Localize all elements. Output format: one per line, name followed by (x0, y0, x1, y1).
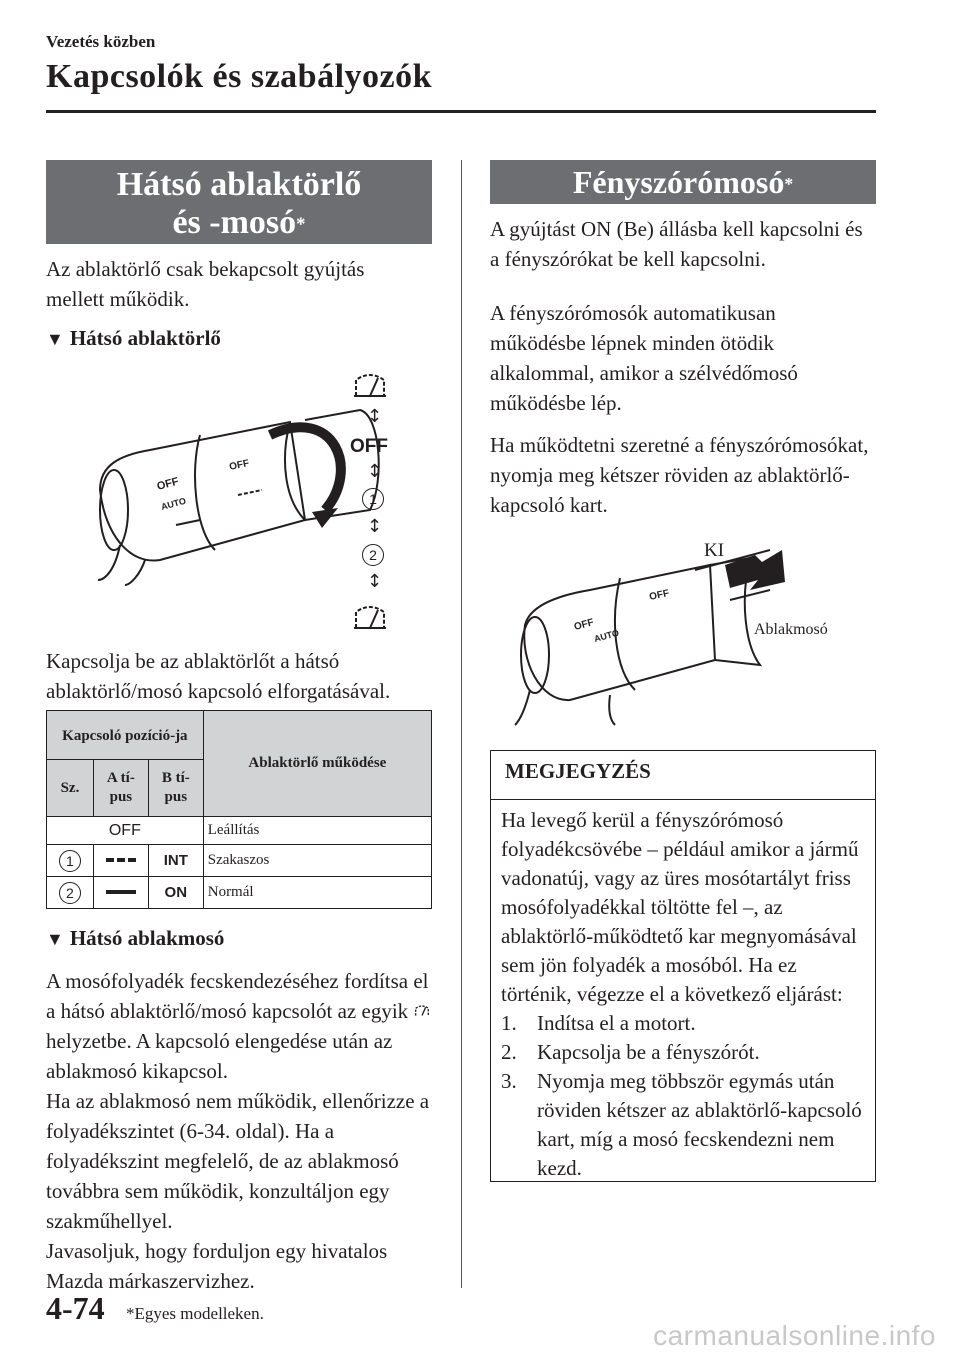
rear-wiper-instruction: Kapcsolja be az ablaktörlőt a hátsó ablaktörlő/mosó kapcsoló elforgatásával. (46, 649, 391, 703)
rear-washer-text (46, 966, 438, 1296)
table-row (47, 877, 432, 909)
table-cell-b (148, 845, 203, 877)
list-item (501, 1038, 863, 1067)
washer-label: Ablakmosó (754, 621, 828, 638)
wiper-position-column (340, 366, 410, 636)
list-text: Nyomja meg többször egymás után röviden kétszer az ablaktörlő-kapcsoló kart, míg a mosó fecskendezni nem kezd. (537, 1069, 862, 1180)
list-number: 2. (501, 1040, 517, 1064)
table-cell-op: Normál (203, 877, 431, 909)
arrow-icon: ↕ (367, 516, 383, 537)
svg-text:OFF: OFF (228, 458, 251, 473)
list-text: Indítsa el a motort. (537, 1011, 696, 1035)
position-1-label (362, 488, 384, 510)
table-cell-off (47, 817, 204, 845)
table-row (47, 817, 432, 845)
headlight-washer-title: Fényszórómosó (572, 164, 785, 200)
ki-label: KI (704, 540, 725, 561)
headlight-para-3: Ha működtetni szeretné a fényszórómosókat, nyomja meg kétszer röviden az ablaktörlő-kapcsoló kart. (490, 433, 869, 517)
list-number: 3. (501, 1069, 517, 1093)
washer-text-3: Javasoljuk, hogy forduljon egy hivatalos Mazda márkaszervizhez. (46, 1239, 388, 1293)
int-badge: INT (163, 851, 188, 869)
table-cell-op: Leállítás (203, 817, 431, 845)
off-position-label: OFF (350, 436, 388, 457)
note-text: Ha levegő kerül a fényszórómosó folyadékcsövébe – például amikor a jármű vadonatúj, vagy az üres mosótartályt friss mosófolyadékkal töltötte fel –, az ablaktörlő-működtető kar megnyomásával sem jön folyadék a mosóból. Ha ez történik, végezze el a következő eljárást: (501, 808, 859, 1006)
arrow-icon: ↕ (367, 406, 383, 427)
position-2-label (362, 544, 384, 566)
chapter-title: Kapcsolók és szabályozók (46, 58, 433, 95)
normal-symbol-icon (93, 877, 148, 909)
table-cell-op: Szakaszos (203, 845, 431, 877)
table-header-operation: Ablaktörlő működése (203, 711, 431, 817)
column-divider (461, 160, 462, 1288)
arrow-icon: ↕ (367, 461, 383, 482)
intermittent-symbol-icon (93, 845, 148, 877)
list-text: Kapcsolja be a fényszórót. (537, 1040, 760, 1064)
washer-symbol-icon (350, 598, 390, 638)
table-header-b: B tí-pus (148, 760, 203, 817)
washer-text-2: Ha az ablakmosó nem működik, ellenőrizze a folyadékszintet (6-34. oldal). Ha a folyadékszint megfelelő, de az ablakmosó továbbra sem működik, konzultáljon egy szakműhellyel. (46, 1089, 430, 1233)
banner-star: * (296, 214, 306, 235)
watermark: carmanualsonline.info (653, 1320, 936, 1351)
note-body (491, 800, 875, 1183)
arrow-icon: ↕ (367, 571, 383, 592)
table-header-position: Kapcsoló pozíció-ja (47, 711, 204, 760)
svg-text:OFF: OFF (155, 475, 181, 493)
headlight-para-1: A gyújtást ON (Be) állásba kell kapcsolni és a fényszórókat be kell kapcsolni. (490, 217, 863, 271)
table-cell-sz (47, 845, 94, 877)
rear-washer-subhead-text: Hátsó ablakmosó (69, 926, 225, 950)
table-header-sz: Sz. (47, 760, 94, 817)
wiper-operation-table (46, 710, 432, 909)
circled-2: 2 (59, 882, 81, 904)
list-number: 1. (501, 1011, 517, 1035)
headlight-para-2: A fényszórómosók automatikusan működésbe lépnek minden ötödik alkalommal, amikor a szélvédőmosó működésbe lép. (490, 301, 798, 415)
svg-text:OFF: OFF (572, 617, 596, 633)
svg-text:OFF: OFF (648, 588, 671, 603)
rear-wiper-subhead-text: Hátsó ablaktörlő (69, 326, 221, 350)
rear-wiper-banner (46, 160, 432, 244)
footnote: *Egyes modelleken. (126, 1304, 264, 1323)
circled-2: 2 (362, 544, 384, 566)
triangle-bullet-icon: ▼ (46, 929, 64, 949)
banner-line-2: és -mosó (172, 204, 297, 241)
on-badge: ON (164, 883, 188, 901)
washer-symbol-icon (413, 1002, 431, 1020)
off-badge: OFF (108, 821, 141, 839)
table-row (47, 845, 432, 877)
note-box (490, 750, 876, 1182)
list-item (501, 1009, 863, 1038)
svg-text:AUTO: AUTO (159, 495, 187, 512)
washer-text-pre: A mosófolyadék fecskendezéséhez fordítsa el a hátsó ablaktörlő/mosó kapcsolót az egyik (46, 969, 429, 1023)
triangle-bullet-icon: ▼ (46, 329, 64, 349)
table-cell-sz (47, 877, 94, 909)
banner-star: * (784, 174, 794, 194)
rear-wiper-intro: Az ablaktörlő csak bekapcsolt gyújtás mellett működik. (46, 257, 365, 311)
banner-line-1: Hátsó ablaktörlő (116, 166, 362, 203)
page-number: 4-74 (46, 1290, 105, 1326)
rear-washer-subhead (46, 926, 224, 951)
note-title: MEGJEGYZÉS (491, 751, 875, 800)
table-cell-b (148, 877, 203, 909)
rear-wiper-subhead (46, 326, 221, 351)
running-head: Vezetés közben (46, 32, 156, 51)
headlight-washer-banner (490, 160, 876, 204)
washer-symbol-icon (350, 366, 390, 406)
svg-text:AUTO: AUTO (592, 627, 620, 644)
banner-line-2-wrap (46, 204, 432, 242)
list-item (501, 1067, 863, 1183)
header-rule (46, 110, 876, 113)
table-header-a: A tí-pus (93, 760, 148, 817)
circled-1: 1 (59, 850, 81, 872)
washer-text-post: helyzetbe. A kapcsoló elengedése után az ablakmosó kikapcsol. (46, 1029, 393, 1083)
circled-1: 1 (362, 488, 384, 510)
